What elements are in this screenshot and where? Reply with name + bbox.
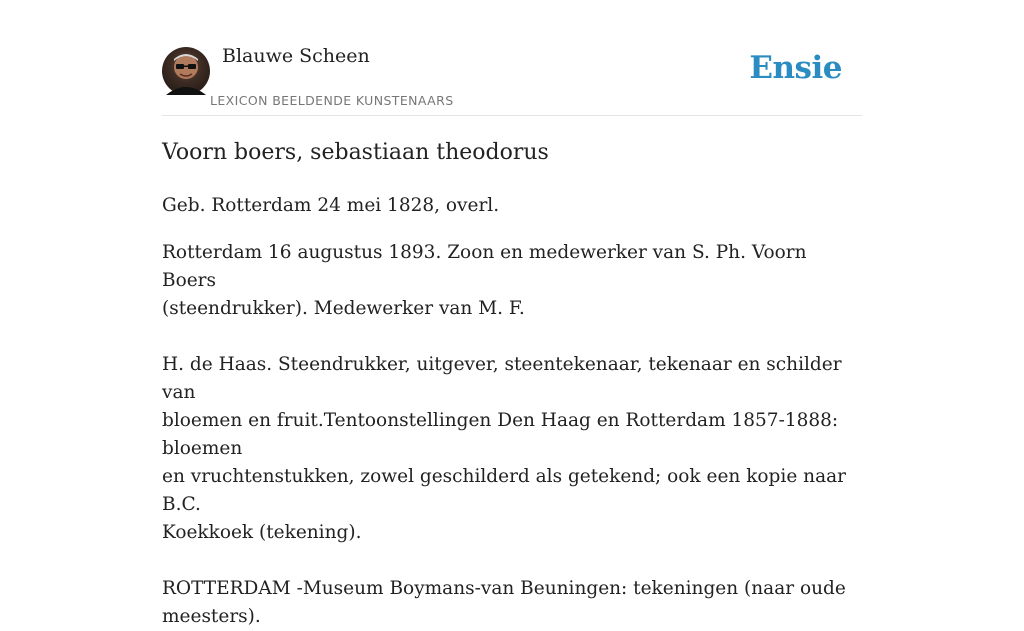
author-name[interactable]: Blauwe Scheen (222, 45, 370, 67)
text-line: ROTTERDAM -Museum Boymans-van Beuningen: tekeningen (naar oude (162, 578, 846, 599)
avatar[interactable] (162, 47, 210, 95)
article-paragraph-1: Geb. Rotterdam 24 mei 1828, overl. (162, 195, 500, 216)
text-line: H. de Haas. Steendrukker, uitgever, steentekenaar, tekenaar en schilder van (162, 354, 842, 403)
article-paragraph-2 (162, 239, 862, 631)
avatar-portrait-icon (162, 47, 210, 95)
text-line: meesters). (162, 606, 261, 627)
header (162, 0, 862, 116)
text-line: bloemen en fruit.Tentoonstellingen Den Haag en Rotterdam 1857-1888: bloemen (162, 410, 839, 459)
collection-label[interactable]: LEXICON BEELDENDE KUNSTENAARS (210, 93, 454, 108)
blank-line (162, 323, 862, 351)
text-line: Koekkoek (tekening). (162, 522, 362, 543)
blank-line (162, 547, 862, 575)
brand-logo[interactable]: Ensie (749, 50, 842, 86)
text-line: Rotterdam 16 augustus 1893. Zoon en medewerker van S. Ph. Voorn Boers (162, 242, 807, 291)
article-title: Voorn boers, sebastiaan theodorus (162, 140, 549, 165)
content-container (162, 0, 862, 627)
text-line: en vruchtenstukken, zowel geschilderd als getekend; ook een kopie naar B.C. (162, 466, 846, 515)
text-line: (steendrukker). Medewerker van M. F. (162, 298, 525, 319)
